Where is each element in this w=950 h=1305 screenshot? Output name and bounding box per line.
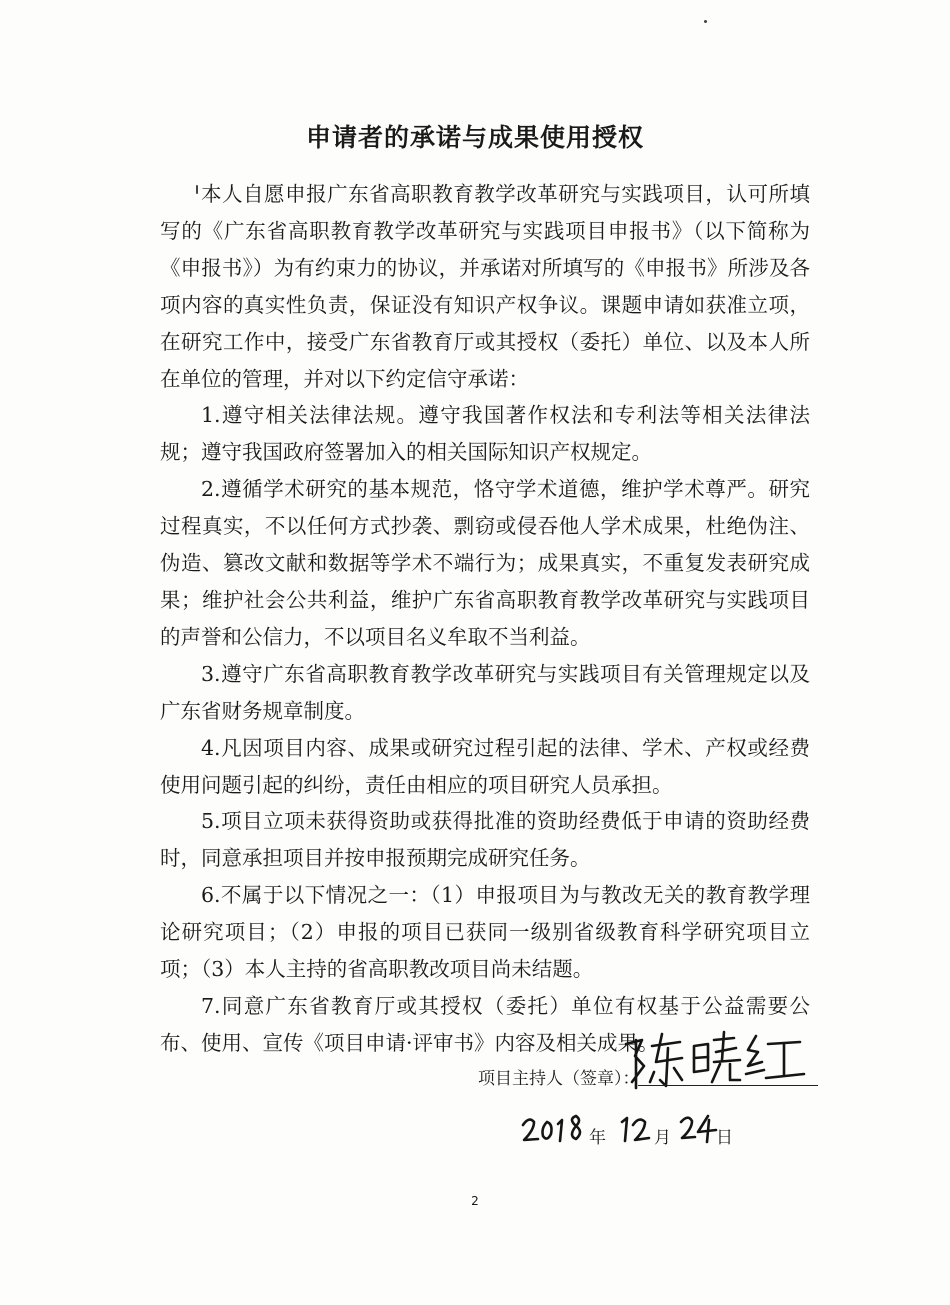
- commitment-body: [160, 176, 810, 1062]
- handwritten-year: [520, 1108, 586, 1148]
- commitment-item-7: 7.同意广东省教育厅或其授权（委托）单位有权基于公益需要公布、使用、宣传《项目申请·评审书》内容及相关成果。: [160, 993, 810, 1055]
- handwritten-month: [618, 1108, 652, 1148]
- page-title: 申请者的承诺与成果使用授权: [305, 123, 644, 152]
- commitment-item-4: 4.凡因项目内容、成果或研究过程引起的法律、学术、产权或经费使用问题引起的纠纷，责任由相应的项目研究人员承担。: [160, 735, 810, 797]
- month-unit: 月: [654, 1128, 671, 1148]
- commitment-item-3: 3.遵守广东省高职教育教学改革研究与实践项目有关管理规定以及广东省财务规章制度。: [160, 661, 810, 723]
- commitment-item-1: 1.遵守相关法律法规。遵守我国著作权法和专利法等相关法律法规；遵守我国政府签署加入的相关国际知识产权规定。: [160, 403, 810, 465]
- date-block: [520, 1108, 750, 1152]
- scan-speck: [704, 20, 707, 23]
- page-number: 2: [471, 1194, 479, 1208]
- handwritten-signature: [618, 1030, 808, 1092]
- commitment-item-6: 6.不属于以下情况之一：（1）申报项目为与教改无关的教育教学理论研究项目；（2）申报的项目已获同一级别省级教育科学研究项目立项；（3）本人主持的省高职教改项目尚未结题。: [160, 883, 810, 982]
- day-unit: 日: [716, 1128, 733, 1148]
- commitment-item-2: 2.遵循学术研究的基本规范，恪守学术道德，维护学术尊严。研究过程真实，不以任何方式抄袭、剽窃或侵吞他人学术成果，杜绝伪注、伪造、篡改文献和数据等学术不端行为；成果真实，不重复发表研究成果；维护社会公共利益，维护广东省高职教育教学改革研究与实践项目的声誉和公信力，不以项目名义牟取不当利益。: [160, 477, 810, 649]
- signature-block: [478, 1030, 818, 1092]
- signature-underline: [638, 1085, 818, 1086]
- handwritten-day: [678, 1108, 718, 1148]
- date-day-text: [520, 1108, 521, 1109]
- signature-label: 项目主持人（签章）：: [478, 1069, 640, 1089]
- signature-name-text: [478, 1030, 479, 1031]
- intro-paragraph: 本人自愿申报广东省高职教育教学改革研究与实践项目，认可所填写的《广东省高职教育教学改革研究与实践项目申报书》（以下简称为《申报书》）为有约束力的协议，并承诺对所填写的《申报书》所涉及各项内容的真实性负责，保证没有知识产权争议。课题申请如获准立项，在研究工作中，接受广东省教育厅或其授权（委托）单位、以及本人所在单位的管理，并对以下约定信守承诺：: [160, 182, 810, 391]
- year-unit: 年: [589, 1128, 606, 1148]
- commitment-item-5: 5.项目立项未获得资助或获得批准的资助经费低于申请的资助经费时，同意承担项目并按申报预期完成研究任务。: [160, 809, 810, 871]
